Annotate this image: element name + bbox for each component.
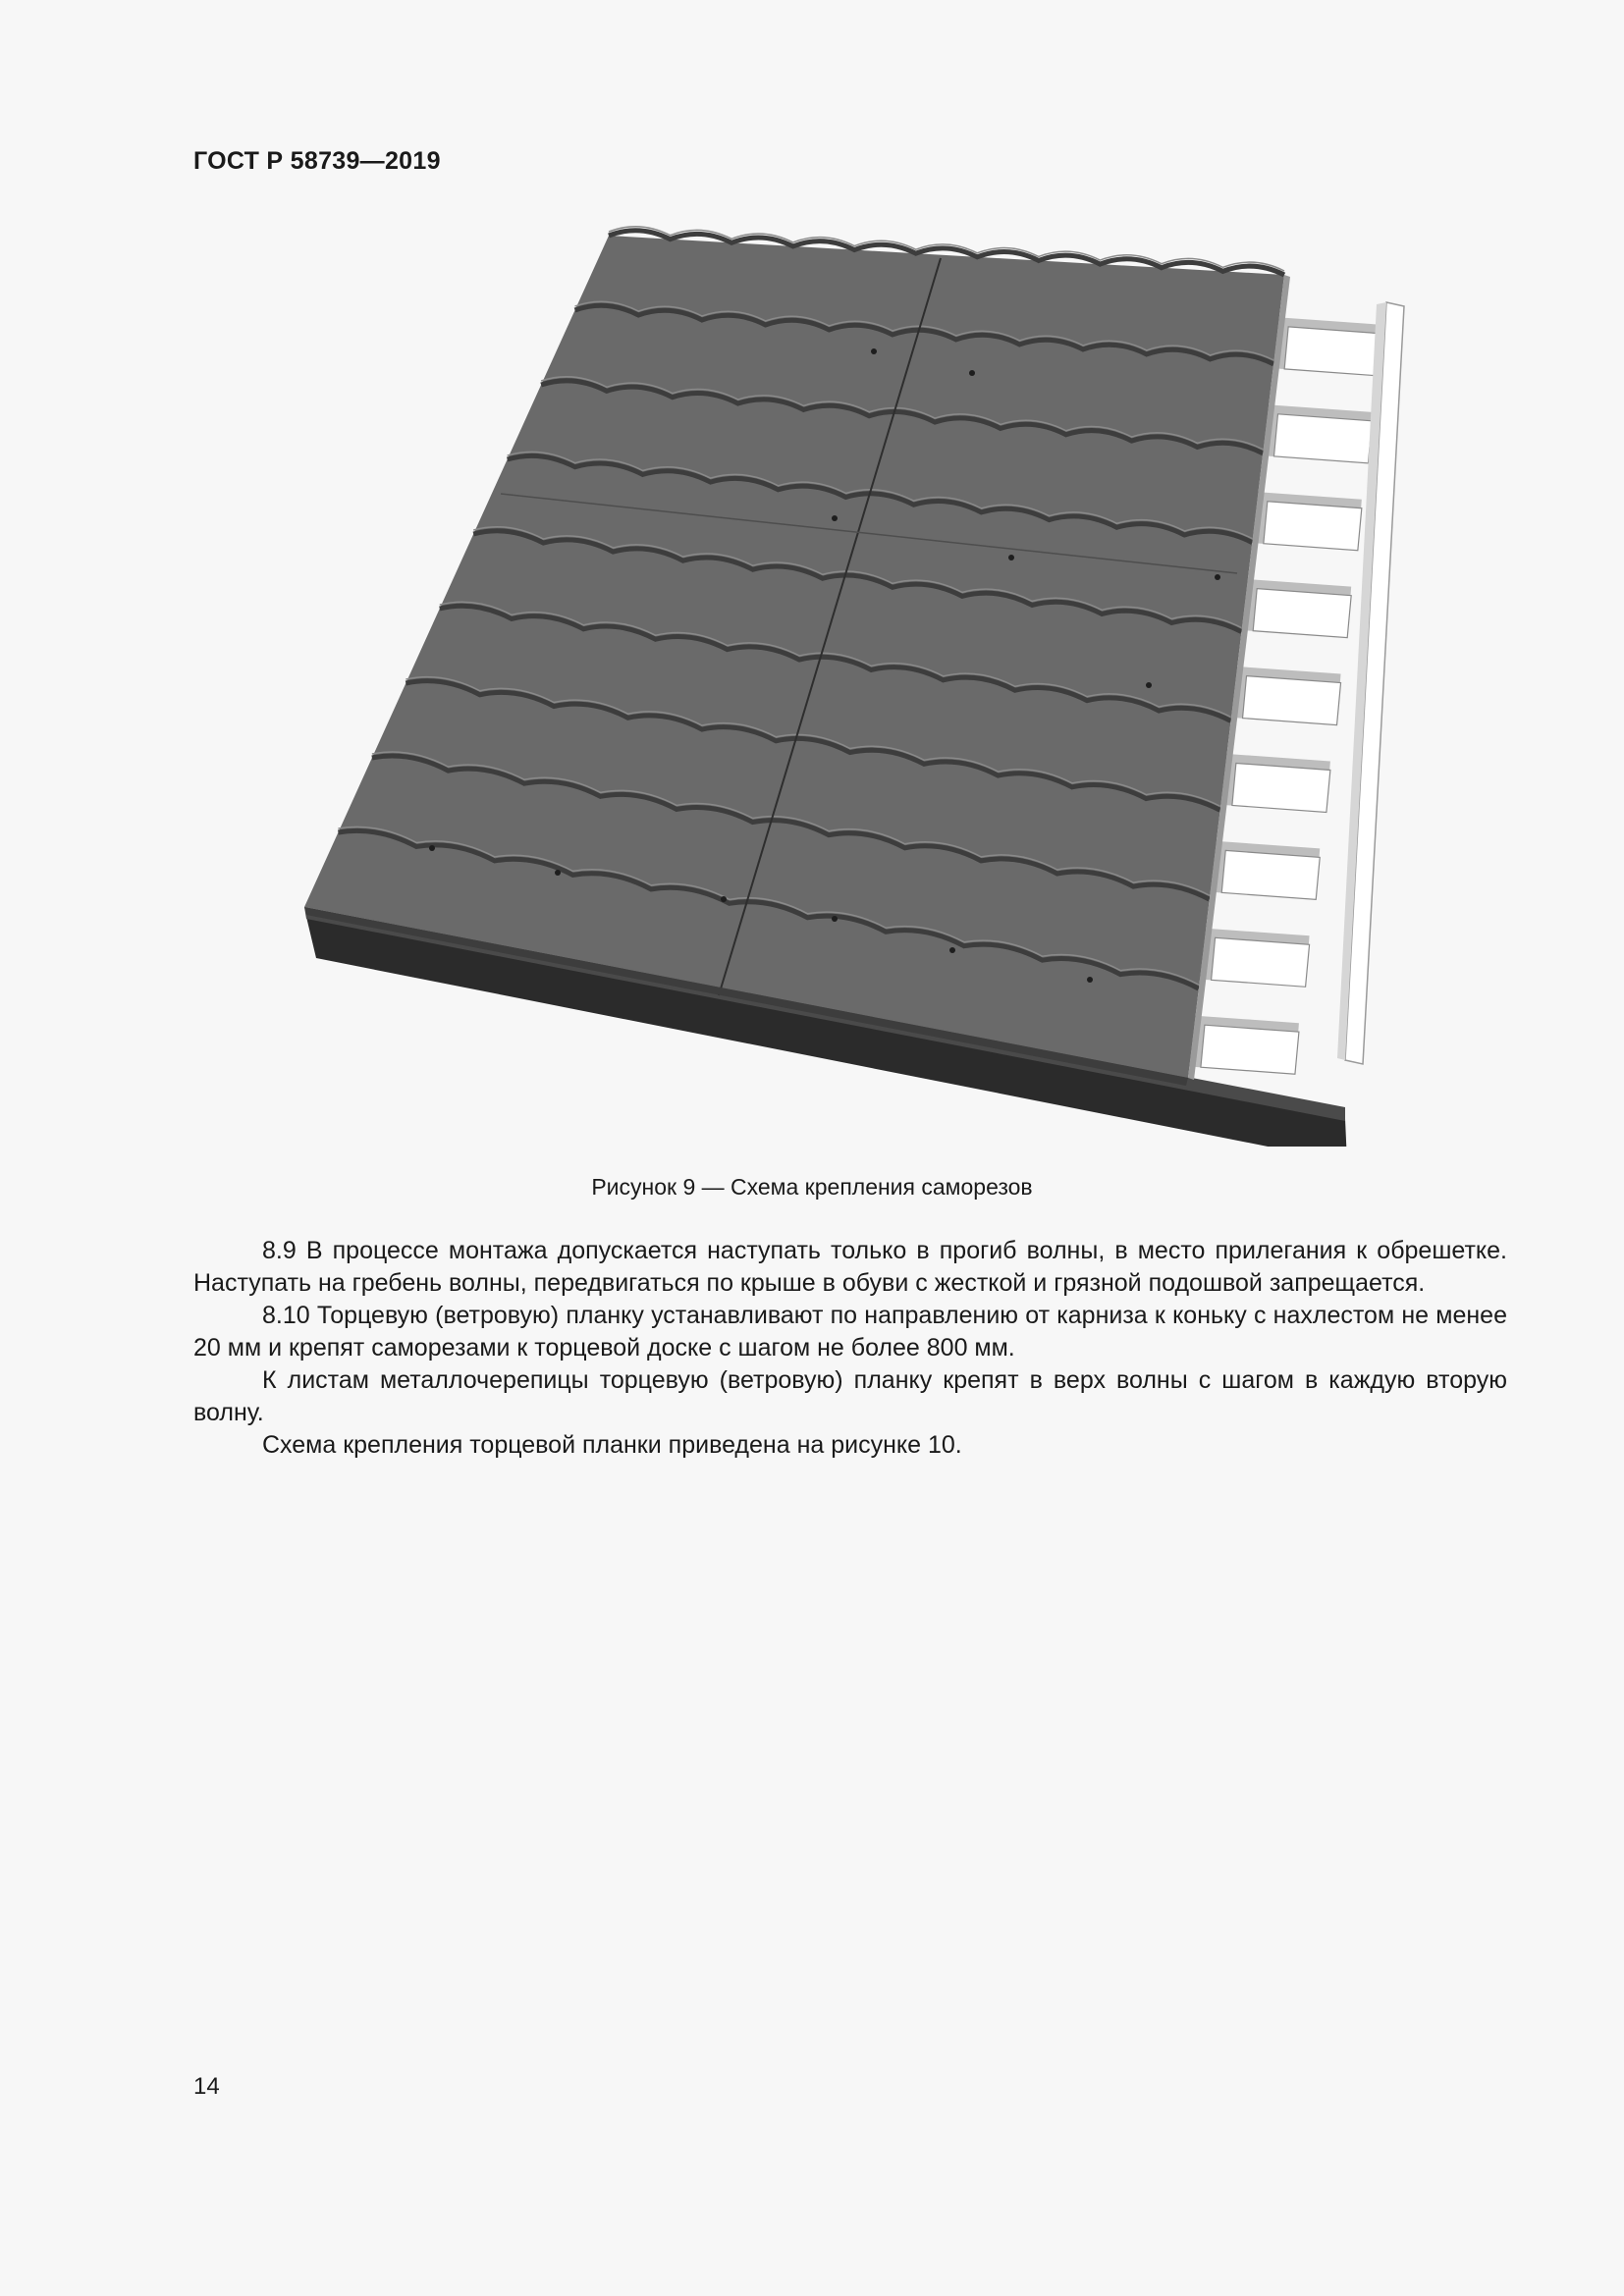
batten-board <box>1201 1025 1299 1074</box>
screw-head <box>1008 555 1014 561</box>
screw-head <box>555 870 561 876</box>
screw-head <box>832 916 838 922</box>
page-number: 14 <box>193 2073 220 2100</box>
batten-board <box>1253 589 1351 638</box>
batten-board <box>1264 502 1362 551</box>
batten-board <box>1243 676 1341 725</box>
screw-head <box>832 515 838 521</box>
batten-board <box>1284 327 1382 376</box>
body-text <box>193 1235 1507 1462</box>
screw-head <box>871 348 877 354</box>
batten-board <box>1212 937 1310 987</box>
screw-head <box>1087 977 1093 983</box>
screw-head <box>949 947 955 953</box>
roof-fastening-illustration <box>285 224 1424 1147</box>
document-code: ГОСТ Р 58739—2019 <box>193 147 441 175</box>
paragraph-8-9: 8.9 В процессе монтажа допускается наступать только в прогиб волны, в место прилегания к обрешетке. Наступать на гребень волны, передвигаться по крыше в обуви с жесткой и грязной подошвой запрещается. <box>193 1237 1507 1297</box>
figure-caption: Рисунок 9 — Схема крепления саморезов <box>591 1174 1033 1200</box>
batten-board <box>1273 414 1372 463</box>
batten-board <box>1221 850 1320 899</box>
screw-head <box>1215 574 1220 580</box>
paragraph-8-10: 8.10 Торцевую (ветровую) планку устанавливают по направлению от карниза к коньку с нахлестом не менее 20 мм и крепят саморезами к торцевой доске с шагом не более 800 мм. <box>193 1302 1507 1362</box>
screw-head <box>1146 682 1152 688</box>
screw-head <box>429 845 435 851</box>
screw-head <box>721 896 727 902</box>
screw-head <box>969 370 975 376</box>
paragraph-scheme-ref: Схема крепления торцевой планки приведена на рисунке 10. <box>262 1431 962 1459</box>
batten-board <box>1232 763 1330 812</box>
paragraph-wind-plank: К листам металлочерепицы торцевую (ветровую) планку крепят в верх волны с шагом в каждую вторую волну. <box>193 1366 1507 1426</box>
